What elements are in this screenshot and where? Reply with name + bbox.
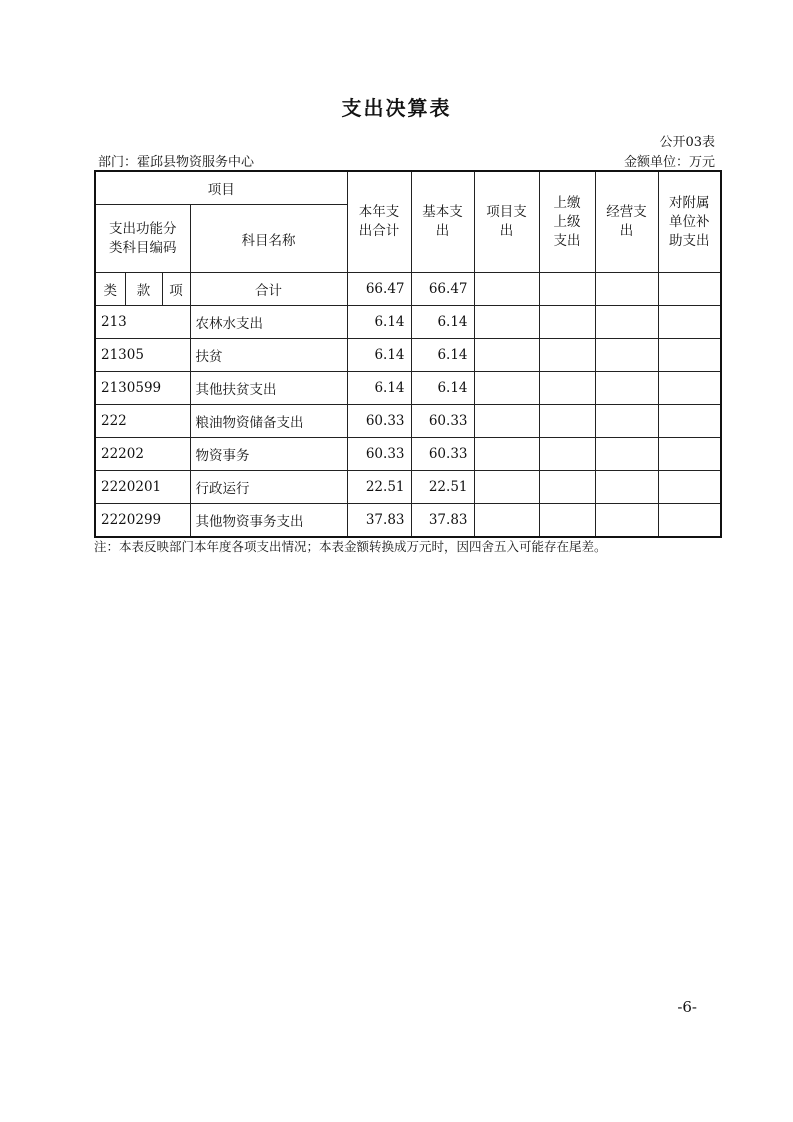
row-total: 6.14	[347, 306, 411, 339]
page-number: -6-	[677, 998, 697, 1016]
row-basic: 6.14	[411, 306, 474, 339]
row-code: 213	[95, 306, 190, 339]
row-name: 其他扶贫支出	[190, 372, 347, 405]
table-row	[95, 471, 721, 504]
table-row	[95, 504, 721, 538]
header-project: 项目支出	[474, 171, 539, 273]
row-name: 物资事务	[190, 438, 347, 471]
row-basic: 22.51	[411, 471, 474, 504]
total-row-basic: 66.47	[411, 273, 474, 306]
header-total: 本年支出合计	[347, 171, 411, 273]
page-title: 支出决算表	[341, 96, 452, 120]
row-basic: 6.14	[411, 339, 474, 372]
row-name: 农林水支出	[190, 306, 347, 339]
row-name: 粮油物资储备支出	[190, 405, 347, 438]
header-subject-name: 科目名称	[190, 205, 347, 273]
header-item: 项目	[95, 171, 347, 205]
row-total: 37.83	[347, 504, 411, 538]
row-total: 60.33	[347, 438, 411, 471]
row-total: 6.14	[347, 372, 411, 405]
header-subsidiary: 对附属单位补助支出	[658, 171, 721, 273]
department-label: 部门：霍邱县物资服务中心	[98, 155, 255, 170]
row-name: 扶贫	[190, 339, 347, 372]
row-code: 2220299	[95, 504, 190, 538]
row-name: 其他物资事务支出	[190, 504, 347, 538]
header-class: 类	[95, 273, 125, 306]
row-name: 行政运行	[190, 471, 347, 504]
row-basic: 60.33	[411, 438, 474, 471]
table-row	[95, 405, 721, 438]
row-basic: 6.14	[411, 372, 474, 405]
row-total: 6.14	[347, 339, 411, 372]
table-footnote: 注：本表反映部门本年度各项支出情况；本表金额转换成万元时，因四舍五入可能存在尾差。	[94, 539, 607, 554]
row-code: 2130599	[95, 372, 190, 405]
table-row	[95, 438, 721, 471]
table-row	[95, 339, 721, 372]
table-row	[95, 372, 721, 405]
header-upper-pay: 上缴上级支出	[539, 171, 595, 273]
total-row-label: 合计	[190, 273, 347, 306]
row-total: 60.33	[347, 405, 411, 438]
header-basic: 基本支出	[411, 171, 474, 273]
row-code: 222	[95, 405, 190, 438]
table-row	[95, 306, 721, 339]
expenditure-table	[94, 170, 722, 538]
row-total: 22.51	[347, 471, 411, 504]
header-func-code: 支出功能分类科目编码	[95, 205, 190, 273]
row-code: 22202	[95, 438, 190, 471]
amount-unit-label: 金额单位：万元	[623, 155, 715, 170]
header-entry: 项	[162, 273, 190, 306]
row-basic: 60.33	[411, 405, 474, 438]
form-number: 公开03表	[659, 135, 715, 150]
header-business: 经营支出	[595, 171, 658, 273]
total-row-total: 66.47	[347, 273, 411, 306]
header-section: 款	[125, 273, 162, 306]
row-basic: 37.83	[411, 504, 474, 538]
row-code: 2220201	[95, 471, 190, 504]
row-code: 21305	[95, 339, 190, 372]
